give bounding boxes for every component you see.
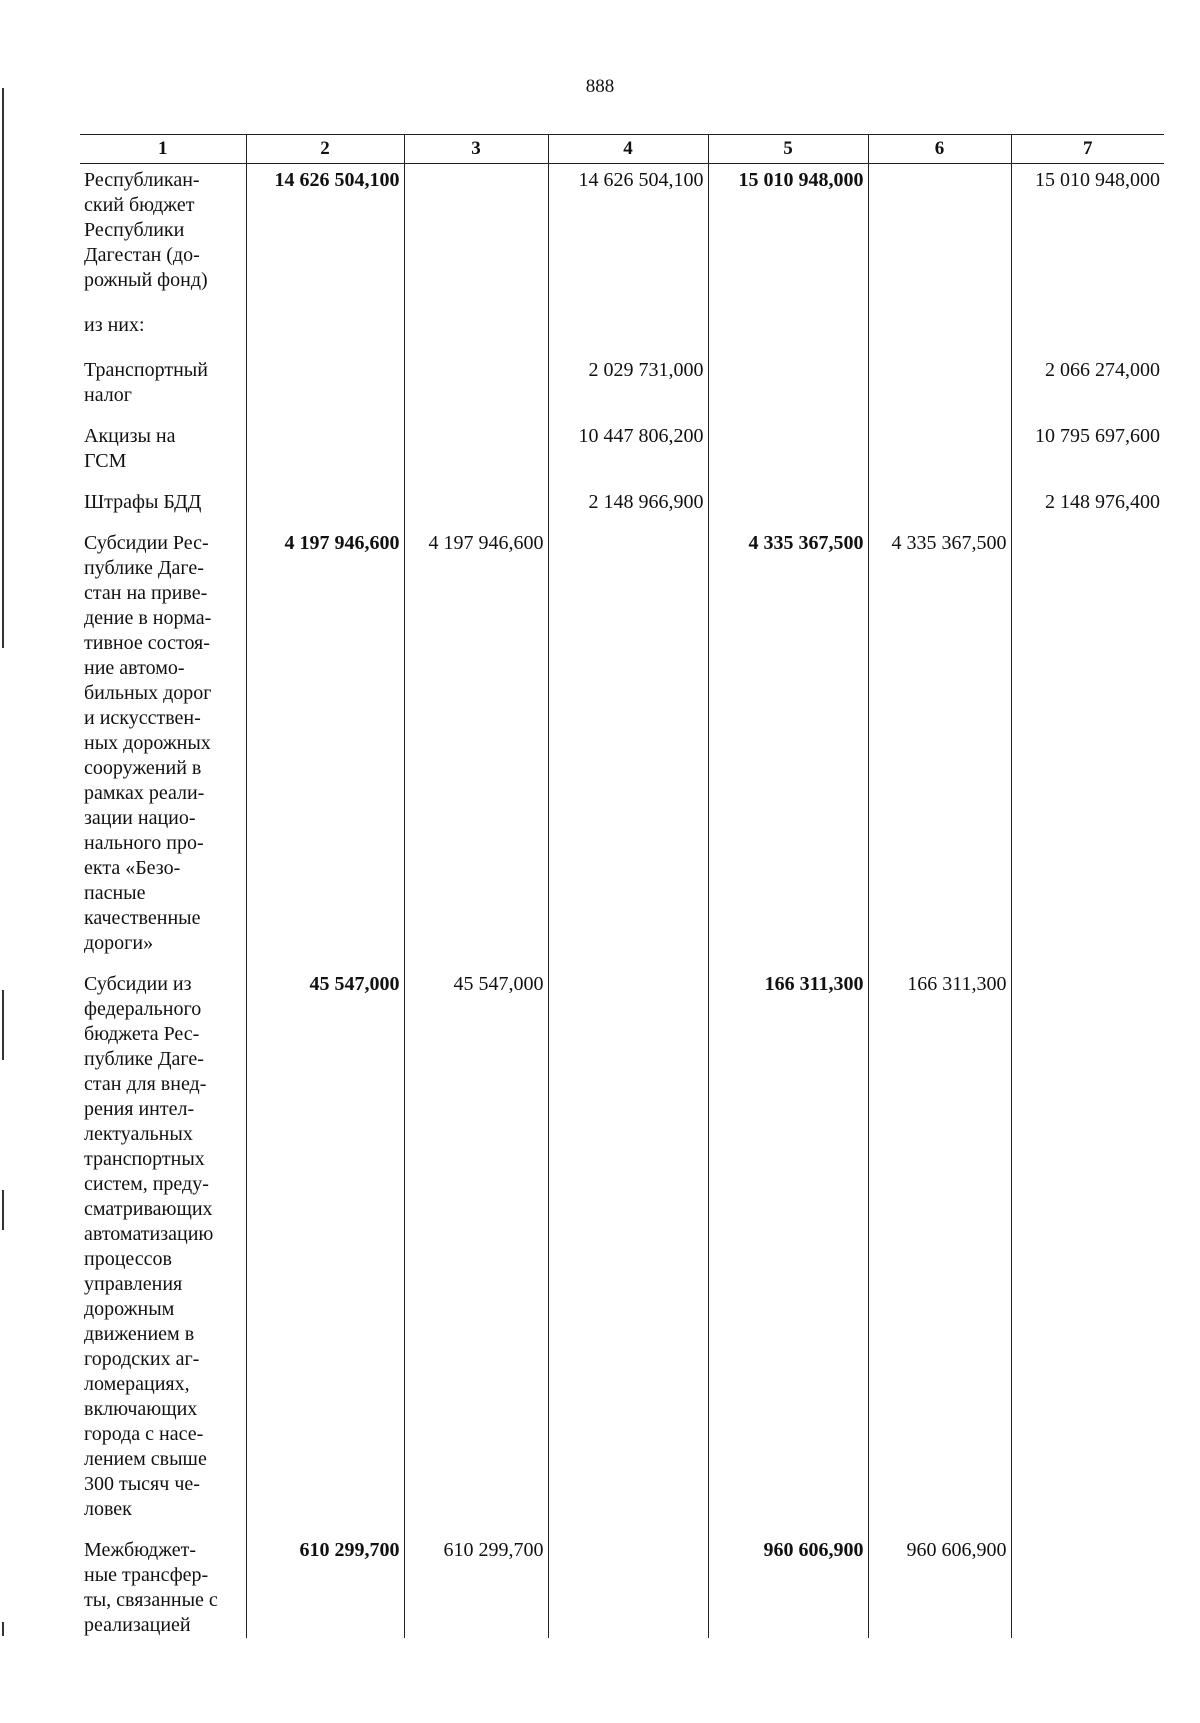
cell-col-3 bbox=[404, 164, 548, 314]
table-row bbox=[80, 972, 1164, 1538]
column-header-4: 4 bbox=[548, 135, 708, 164]
cell-col-3 bbox=[404, 313, 548, 358]
cell-col-5: 15 010 948,000 bbox=[708, 164, 868, 314]
column-header-3: 3 bbox=[404, 135, 548, 164]
cell-col-2: 4 197 946,600 bbox=[246, 531, 404, 972]
cell-col-4: 10 447 806,200 bbox=[548, 424, 708, 490]
cell-col-6: 166 311,300 bbox=[868, 972, 1011, 1538]
table-row bbox=[80, 313, 1164, 358]
cell-col-7 bbox=[1011, 1538, 1164, 1638]
cell-col-2 bbox=[246, 424, 404, 490]
cell-col-7 bbox=[1011, 531, 1164, 972]
cell-col-4 bbox=[548, 972, 708, 1538]
row-label: Субсидии Рес- публике Даге- стан на приве- дение в норма- тивное состоя- ние автомо- бильных дорог и искусствен- ных дорожных сооружений в рамках реали- зации нацио- нального про- екта «Безо- пасные качественные дороги» bbox=[84, 532, 212, 954]
page-number: 888 bbox=[585, 76, 615, 97]
row-label: Республикан- ский бюджет Республики Дагестан (до- рожный фонд) bbox=[84, 169, 208, 291]
cell-col-7 bbox=[1011, 313, 1164, 358]
cell-col-5 bbox=[708, 490, 868, 531]
row-label: Акцизы на ГСМ bbox=[84, 425, 176, 472]
cell-col-4 bbox=[548, 531, 708, 972]
cell-col-2: 610 299,700 bbox=[246, 1538, 404, 1638]
column-header-6: 6 bbox=[868, 135, 1011, 164]
cell-col-6: 960 606,900 bbox=[868, 1538, 1011, 1638]
column-header-5: 5 bbox=[708, 135, 868, 164]
cell-col-6 bbox=[868, 490, 1011, 531]
cell-col-6: 4 335 367,500 bbox=[868, 531, 1011, 972]
cell-col-4 bbox=[548, 313, 708, 358]
cell-col-3: 4 197 946,600 bbox=[404, 531, 548, 972]
cell-col-5: 166 311,300 bbox=[708, 972, 868, 1538]
row-label: Межбюджет- ные трансфер- ты, связанные с реализацией bbox=[84, 1539, 218, 1636]
cell-col-4: 2 029 731,000 bbox=[548, 358, 708, 424]
cell-col-6 bbox=[868, 358, 1011, 424]
margin-mark bbox=[2, 990, 4, 1060]
cell-col-2 bbox=[246, 313, 404, 358]
budget-table bbox=[80, 134, 1164, 1638]
header-row bbox=[80, 135, 1164, 164]
cell-col-2 bbox=[246, 358, 404, 424]
cell-col-3: 45 547,000 bbox=[404, 972, 548, 1538]
cell-col-5 bbox=[708, 313, 868, 358]
cell-col-4 bbox=[548, 1538, 708, 1638]
margin-mark bbox=[2, 1622, 4, 1636]
cell-col-3 bbox=[404, 490, 548, 531]
budget-table-container bbox=[80, 134, 1164, 1638]
column-header-7: 7 bbox=[1011, 135, 1164, 164]
cell-col-7: 10 795 697,600 bbox=[1011, 424, 1164, 490]
row-label: Субсидии из федерального бюджета Рес- публике Даге- стан для внед- рения интел- лектуальных транспортных систем, преду- сматривающих автоматизацию процессов управления дорожным движением в городских аг- ломерациях, включающих города с насе- лением свыше 300 тысяч че- ловек bbox=[84, 973, 214, 1520]
column-header-1: 1 bbox=[80, 135, 246, 164]
cell-col-2 bbox=[246, 490, 404, 531]
cell-col-4: 14 626 504,100 bbox=[548, 164, 708, 314]
cell-col-6 bbox=[868, 424, 1011, 490]
cell-col-7: 2 066 274,000 bbox=[1011, 358, 1164, 424]
cell-col-3 bbox=[404, 358, 548, 424]
table-row bbox=[80, 1538, 1164, 1638]
cell-col-5 bbox=[708, 358, 868, 424]
cell-col-6 bbox=[868, 313, 1011, 358]
margin-mark bbox=[2, 88, 4, 648]
column-header-2: 2 bbox=[246, 135, 404, 164]
margin-mark bbox=[2, 1190, 4, 1230]
cell-col-4: 2 148 966,900 bbox=[548, 490, 708, 531]
cell-col-7: 15 010 948,000 bbox=[1011, 164, 1164, 314]
cell-col-2: 45 547,000 bbox=[246, 972, 404, 1538]
table-row bbox=[80, 424, 1164, 490]
cell-col-7 bbox=[1011, 972, 1164, 1538]
cell-col-2: 14 626 504,100 bbox=[246, 164, 404, 314]
cell-col-7: 2 148 976,400 bbox=[1011, 490, 1164, 531]
row-label: Штрафы БДД bbox=[84, 491, 202, 513]
cell-col-6 bbox=[868, 164, 1011, 314]
cell-col-5 bbox=[708, 424, 868, 490]
cell-col-5: 4 335 367,500 bbox=[708, 531, 868, 972]
table-row bbox=[80, 358, 1164, 424]
table-row bbox=[80, 164, 1164, 314]
row-label: из них: bbox=[84, 314, 145, 336]
table-row bbox=[80, 490, 1164, 531]
cell-col-3: 610 299,700 bbox=[404, 1538, 548, 1638]
row-label: Транспортный налог bbox=[84, 359, 208, 406]
cell-col-5: 960 606,900 bbox=[708, 1538, 868, 1638]
table-row bbox=[80, 531, 1164, 972]
cell-col-3 bbox=[404, 424, 548, 490]
